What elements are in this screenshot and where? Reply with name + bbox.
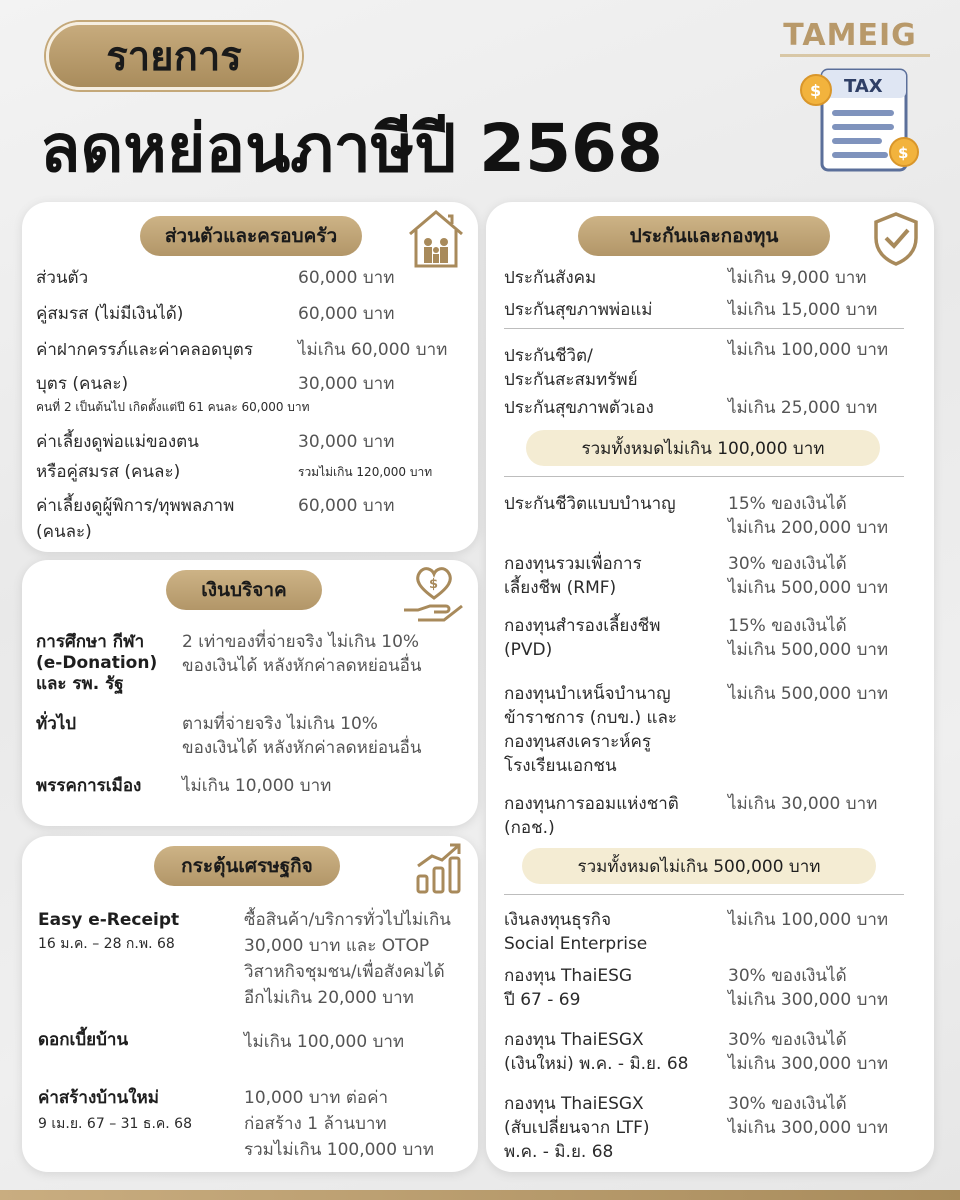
row-label: ประกันสังคม	[504, 268, 597, 288]
row-value: ไม่เกิน 300,000 บาท	[728, 990, 889, 1010]
row-label: ปี 67 - 69	[504, 990, 581, 1010]
row-value: ไม่เกิน 25,000 บาท	[728, 398, 878, 418]
row-value: 30,000 บาท และ OTOP	[244, 936, 430, 956]
brand-underline	[780, 54, 930, 57]
row-label: ค่าเลี้ยงดูผู้พิการ/ทุพพลภาพ	[36, 496, 235, 516]
donation-hand-heart-icon	[400, 562, 468, 626]
shield-check-icon	[870, 210, 922, 268]
row-label: Social Enterprise	[504, 934, 648, 954]
row-value: 30,000 บาท	[298, 432, 395, 452]
child-note: คนที่ 2 เป็นต้นไป เกิดตั้งแต่ปี 61 คนละ 60,000 บาท	[36, 400, 310, 414]
row-value: ของเงินได้ หลังหักค่าลดหย่อนอื่น	[182, 738, 422, 758]
row-label: Easy e-Receipt	[38, 910, 180, 930]
row-value: ก่อสร้าง 1 ล้านบาท	[244, 1114, 387, 1134]
row-label: ประกันชีวิตแบบบำนาญ	[504, 494, 676, 514]
row-label: กองทุนการออมแห่งชาติ	[504, 794, 679, 814]
section-heading-insurance: ประกันและกองทุน	[578, 216, 830, 256]
divider	[504, 476, 904, 477]
row-value: 30,000 บาท	[298, 374, 395, 394]
row-label: (e-Donation)	[36, 653, 158, 673]
row-label: การศึกษา กีฬา	[36, 632, 145, 652]
row-label: (สับเปลี่ยนจาก LTF)	[504, 1118, 650, 1138]
row-value: รวมไม่เกิน 100,000 บาท	[244, 1140, 435, 1160]
row-label: ค่าเลี้ยงดูพ่อแม่ของตน	[36, 432, 199, 452]
row-label: (PVD)	[504, 640, 553, 660]
row-value: 15% ของเงินได้	[728, 494, 847, 514]
row-label: ประกันชีวิต/	[504, 346, 593, 366]
row-label: พรรคการเมือง	[36, 776, 142, 796]
row-value: อีกไม่เกิน 20,000 บาท	[244, 988, 414, 1008]
row-value: 60,000 บาท	[298, 496, 395, 516]
row-label: ประกันสุขภาพตัวเอง	[504, 398, 654, 418]
section-heading-personal: ส่วนตัวและครอบครัว	[140, 216, 362, 256]
brand-logo: TAMEIG	[783, 18, 917, 53]
row-value: ของเงินได้ หลังหักค่าลดหย่อนอื่น	[182, 656, 422, 676]
row-value: 30% ของเงินได้	[728, 966, 847, 986]
row-label: ทั่วไป	[36, 714, 77, 734]
row-label: เลี้ยงชีพ (RMF)	[504, 578, 617, 598]
row-label: บุตร (คนละ)	[36, 374, 129, 394]
row-value: ไม่เกิน 10,000 บาท	[182, 776, 332, 796]
card-personal	[22, 202, 478, 552]
growth-chart-icon	[414, 840, 466, 896]
row-label: ข้าราชการ (กบข.) และ	[504, 708, 678, 728]
row-label: กองทุนสำรองเลี้ยงชีพ	[504, 616, 661, 636]
row-label: คู่สมรส (ไม่มีเงินได้)	[36, 304, 184, 324]
row-value: 30% ของเงินได้	[728, 1094, 847, 1114]
row-label: (กอช.)	[504, 818, 555, 838]
section-heading-economy: กระตุ้นเศรษฐกิจ	[154, 846, 340, 886]
row-label: หรือคู่สมรส (คนละ)	[36, 462, 181, 482]
row-value: รวมไม่เกิน 120,000 บาท	[298, 465, 433, 479]
total-limit-500k: รวมทั้งหมดไม่เกิน 500,000 บาท	[522, 848, 876, 884]
row-value: ไม่เกิน 300,000 บาท	[728, 1054, 889, 1074]
page-title: ลดหย่อนภาษีปี 2568	[40, 110, 663, 187]
row-label: พ.ค. - มิ.ย. 68	[504, 1142, 614, 1162]
svg-text:$: $	[429, 577, 439, 592]
row-value: 10,000 บาท ต่อค่า	[244, 1088, 389, 1108]
row-label: กองทุน ThaiESG	[504, 966, 633, 986]
row-value: ไม่เกิน 200,000 บาท	[728, 518, 889, 538]
row-value: 15% ของเงินได้	[728, 616, 847, 636]
row-label: ส่วนตัว	[36, 268, 89, 288]
row-label: กองทุน ThaiESGX	[504, 1094, 644, 1114]
row-label: เงินลงทุนธุรกิจ	[504, 910, 612, 930]
row-label: กองทุนบำเหน็จบำนาญ	[504, 684, 671, 704]
row-value: ไม่เกิน 9,000 บาท	[728, 268, 867, 288]
row-sublabel: 16 ม.ค. – 28 ก.พ. 68	[38, 936, 175, 952]
row-value: ไม่เกิน 60,000 บาท	[298, 340, 448, 360]
footer-bar	[0, 1190, 960, 1200]
row-value: ไม่เกิน 500,000 บาท	[728, 578, 889, 598]
tax-document-icon	[792, 64, 932, 182]
row-label: กองทุนรวมเพื่อการ	[504, 554, 642, 574]
row-label: ค่าฝากครรภ์และค่าคลอดบุตร	[36, 340, 253, 360]
row-label: กองทุนสงเคราะห์ครู	[504, 732, 652, 752]
row-value: 30% ของเงินได้	[728, 554, 847, 574]
row-value: ไม่เกิน 15,000 บาท	[728, 300, 878, 320]
svg-text:$: $	[898, 144, 909, 162]
card-insurance	[486, 202, 934, 1172]
row-label: ดอกเบี้ยบ้าน	[38, 1030, 129, 1050]
row-value: วิสาหกิจชุมชน/เพื่อสังคมได้	[244, 962, 445, 982]
total-limit-100k: รวมทั้งหมดไม่เกิน 100,000 บาท	[526, 430, 880, 466]
row-label: ค่าสร้างบ้านใหม่	[38, 1088, 159, 1108]
family-house-icon	[404, 204, 468, 270]
row-label: (คนละ)	[36, 522, 92, 542]
row-value: 60,000 บาท	[298, 268, 395, 288]
row-value: 2 เท่าของที่จ่ายจริง ไม่เกิน 10%	[182, 632, 420, 652]
row-label: ประกันสะสมทรัพย์	[504, 370, 638, 390]
tax-label: TAX	[844, 76, 883, 97]
row-label: (เงินใหม่) พ.ค. - มิ.ย. 68	[504, 1054, 689, 1074]
row-value: ไม่เกิน 500,000 บาท	[728, 684, 889, 704]
row-label: กองทุน ThaiESGX	[504, 1030, 644, 1050]
row-label: ประกันสุขภาพพ่อแม่	[504, 300, 653, 320]
row-value: ไม่เกิน 100,000 บาท	[728, 340, 889, 360]
row-value: ไม่เกิน 300,000 บาท	[728, 1118, 889, 1138]
row-value: ไม่เกิน 30,000 บาท	[728, 794, 878, 814]
row-value: ไม่เกิน 500,000 บาท	[728, 640, 889, 660]
row-value: 60,000 บาท	[298, 304, 395, 324]
row-value: ตามที่จ่ายจริง ไม่เกิน 10%	[182, 714, 378, 734]
row-label: และ รพ. รัฐ	[36, 674, 124, 694]
header-pill: รายการ	[46, 22, 302, 90]
row-value: 30% ของเงินได้	[728, 1030, 847, 1050]
row-value: ซื้อสินค้า/บริการทั่วไปไม่เกิน	[244, 910, 451, 930]
card-economy	[22, 836, 478, 1172]
row-label: โรงเรียนเอกชน	[504, 756, 617, 776]
svg-text:$: $	[810, 81, 822, 100]
row-value: ไม่เกิน 100,000 บาท	[244, 1032, 405, 1052]
row-value: ไม่เกิน 100,000 บาท	[728, 910, 889, 930]
divider	[504, 328, 904, 329]
section-heading-donation: เงินบริจาค	[166, 570, 322, 610]
card-donation	[22, 560, 478, 826]
row-sublabel: 9 เม.ย. 67 – 31 ธ.ค. 68	[38, 1116, 192, 1132]
divider	[504, 894, 904, 895]
